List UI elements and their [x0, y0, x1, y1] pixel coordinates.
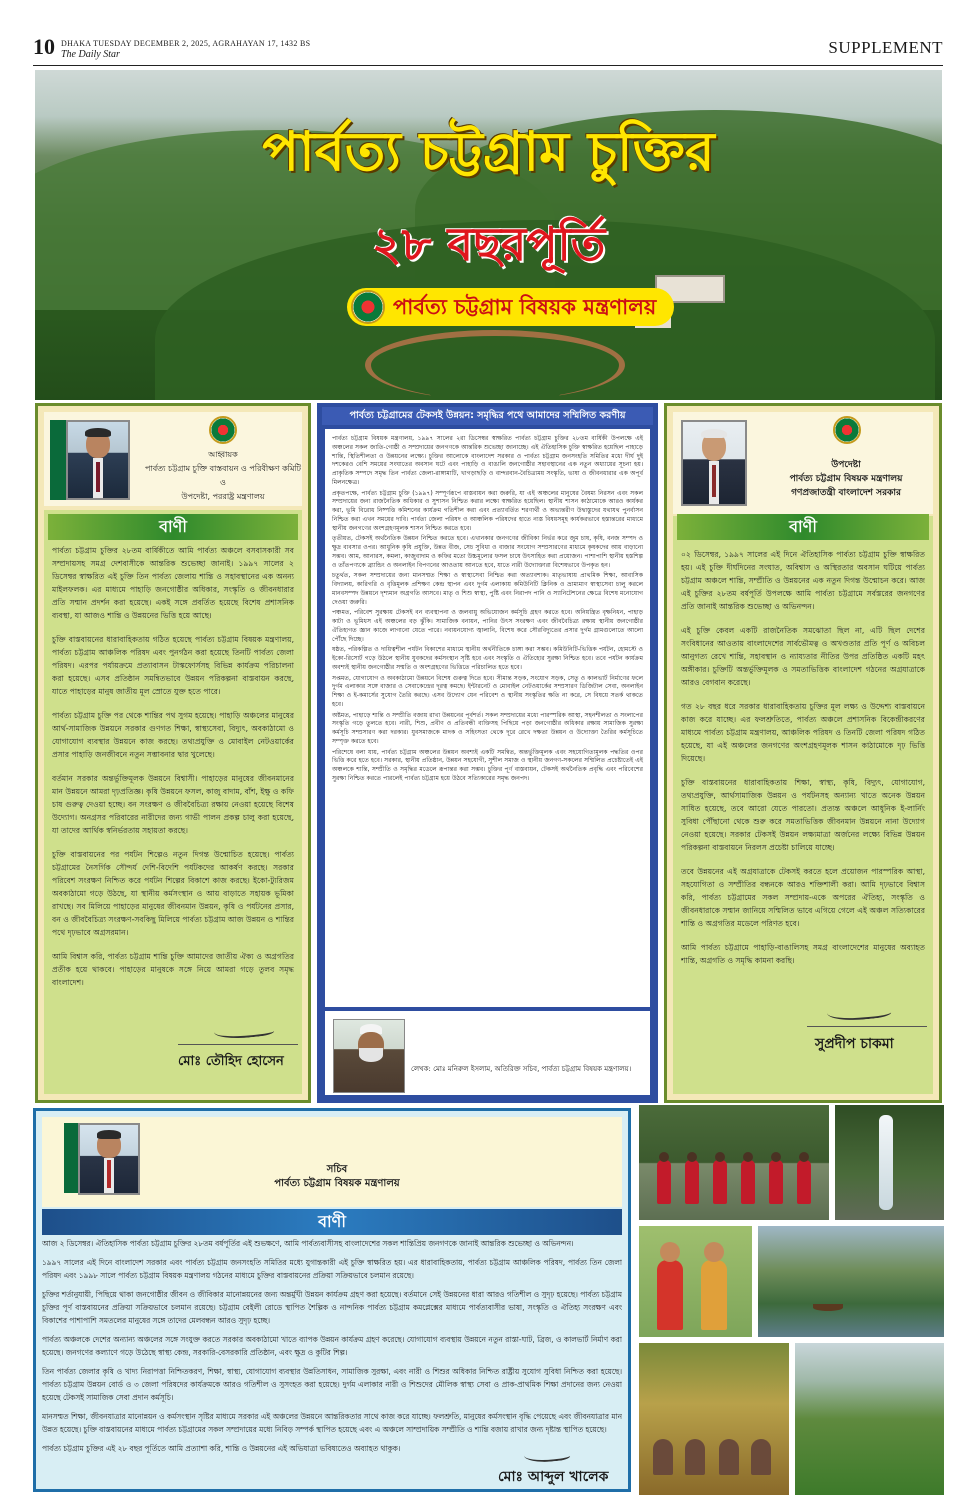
river-boat-photo [758, 1226, 944, 1337]
newspaper-name: The Daily Star [61, 49, 120, 60]
message-paragraph: চুক্তি বাস্তবায়নের ধারাবাহিকতায় শিক্ষা, স্বাস্থ্য, কৃষি, বিদ্যুৎ, যোগাযোগ, তথ্যপ্রযুক্তি, আর্থসামাজিক উন্নয়ন ও পর্যটনসহ অন্যান্য খাতে অনেক উন্নয়ন সাধিত হয়েছে, তবে আরো যেতে পারতো। প্রত্যন্ত অঞ্চলে আধুনিক ই-লার্নিং সুবিধা পৌঁছানো থেকে শুরু করে সমতাভিত্তিক জীবনমান উন্নয়নে নানা উদ্যোগ নেওয়া হয়েছে। সরকার টেকসই উন্নয়ন লক্ষ্যমাত্রা অর্জনের লক্ষ্যে বিভিন্ন উন্নয়ন পরিকল্পনা বাস্তবায়নে নিরলস প্রচেষ্টা চালিয়ে যাচ্ছে। [681, 778, 925, 852]
dateline: DHAKA TUESDAY DECEMBER 2, 2025, AGRAHAYAN 17, 1432 BS [61, 39, 311, 48]
author-box [325, 1011, 650, 1095]
message-text [52, 544, 294, 1016]
message-paragraph: বর্তমান সরকার অন্তর্ভুক্তিমূলক উন্নয়নে বিশ্বাসী। পাহাড়ের মানুষের জীবনমানের মান উন্নয়নে আমরা দৃঢ়প্রতিজ্ঞ। কৃষি উন্নয়নে ফসল, কাজু বাদাম, বাঁশ, ইক্ষু ও কফি চাষ গুরুত্ব দেওয়া হচ্ছে। বন সংরক্ষণ ও জীববৈচিত্র্য রক্ষায় নেওয়া হয়েছে বিশেষ উদ্যোগ। অনগ্রসর পরিবারের নারীদের জন্য গাভী পালন প্রকল্প চালু করা হয়েছে, যা তাদের আর্থিক স্বনির্ভরতায় সহায়তা করছে। [52, 774, 294, 835]
person-head [771, 1152, 781, 1162]
portrait-tie [96, 462, 100, 492]
message-header [44, 412, 302, 506]
green-hills-photo [795, 1343, 944, 1495]
article-paragraph: পরিশেষে বলা যায়, পার্বত্য চট্টগ্রাম অঞ্চলের উন্নয়ন অবশ্যই একটি সমন্বিত, অন্তর্ভুক্তিমূলক এবং সহযোগিতামূলক পদ্ধতির ওপর ভিত্তি করে হতে হবে। সরকার, স্থানীয় প্রতিষ্ঠান, উন্নয়ন সহযোগী, সুশীল সমাজ ও স্থানীয় জনগণ-সকলের সম্মিলিত প্রচেষ্টাতেই এই অঞ্চলকে শান্তি, সম্প্রীতি ও সমৃদ্ধির মডেলে রূপান্তর করা সম্ভব। চুক্তির পূর্ণ বাস্তবায়ন, টেকসই অর্থনৈতিক প্রবৃদ্ধি এবং পরিবেশের সুরক্ষা নিশ্চিত করতে পারলেই পার্বত্য চট্টগ্রাম হয়ে উঠবে সত্যিকারের সমৃদ্ধ জনপদ। [332, 748, 643, 782]
role-line: পার্বত্য চট্টগ্রাম বিষয়ক মন্ত্রণালয় [789, 474, 903, 484]
women-at-stream-photo [639, 1105, 829, 1220]
hero-subtitle: ২৮ বছরপূর্তি [371, 217, 606, 271]
message-paragraph: পার্বত্য চট্টগ্রাম চুক্তির এই ২৮ বছর পূর্তিতে আমি প্রত্যাশা করি, শান্তি ও উন্নয়নের এই অভিযাত্রা ভবিষ্যতেও অব্যাহত থাকুক। [42, 1444, 401, 1453]
section-label: SUPPLEMENT [828, 38, 943, 57]
farm-workers-photo [639, 1343, 789, 1495]
role-line: পার্বত্য চট্টগ্রাম বিষয়ক মন্ত্রণালয় [274, 1178, 400, 1189]
person-figure [713, 1160, 727, 1204]
article-body [325, 429, 650, 1007]
article-paragraph: পার্বত্য চট্টগ্রাম বিষয়ক মন্ত্রণালয়, ১৯৯৭ সালের ২রা ডিসেম্বর স্বাক্ষরিত পার্বত্য চট্টগ্রাম চুক্তির ২৮তম বার্ষিকী উপলক্ষে এই অঞ্চলের সকল জাতি-গোষ্ঠী ও সম্প্রদায়ের জনগণকে আন্তরিক শুভেচ্ছা জানাচ্ছে। এই ঐতিহাসিক চুক্তি স্বাক্ষরিত হয়েছিল পাহাড়ে শান্তি, স্থিতিশীলতা ও উন্নয়নের লক্ষ্যে। চুক্তির আলোকে বাংলাদেশ সরকার ও পার্বত্য চট্টগ্রাম জনসংহতি সমিতির মধ্যে দীর্ঘ দুই দশকেরও বেশি সময়ের সংঘাতের অবসান ঘটে এবং পাহাড়ি ও বাঙালি জনগোষ্ঠীর সহাবস্থানের এক নতুন অধ্যায়ের সূচনা হয়। প্রাকৃতিক সম্পদে সমৃদ্ধ তিন পার্বত্য জেলা-রাঙ্গামাটি, খাগড়াছড়ি ও বান্দরবান-বৈচিত্র্যময় সংস্কৃতি, ভাষা ও জীবনধারার এক অপূর্ব মিলনক্ষেত্র। [332, 435, 643, 486]
message-heading: বাণী [677, 514, 929, 540]
waterfall-photo [835, 1105, 944, 1220]
person-head [715, 1152, 725, 1162]
message-header [42, 1117, 622, 1207]
article-paragraph: পঞ্চমত, পরিবেশ সুরক্ষায় টেকসই বন ব্যবস্থাপনা ও জলবায়ু অভিযোজন কর্মসূচি গ্রহণ করতে হবে। অনিয়ন্ত্রিত বৃক্ষনিধন, পাহাড় কাটা ও ভূমিধস এই অঞ্চলের বড় ঝুঁকি। সামাজিক বনায়ন, পানির উৎস সংরক্ষণ এবং জীববৈচিত্র্য রক্ষায় স্থানীয় জনগোষ্ঠীর ঐতিহ্যগত জ্ঞান কাজে লাগানো যেতে পারে। নবায়নযোগ্য জ্বালানি, বিশেষ করে সৌরবিদ্যুতের প্রসার দুর্গম গ্রামগুলোতে আলো পৌঁছে দিচ্ছে। [332, 609, 643, 643]
adviser-portrait [681, 420, 747, 506]
ministry-banner [347, 288, 674, 326]
message-paragraph: তবে উন্নয়নের এই অগ্রযাত্রাকে টেকসই করতে হলে প্রয়োজন পারস্পরিক আস্থা, সহযোগিতা ও সম্প্রীতির বন্ধনকে আরও শক্তিশালী করা। আমি দৃঢ়ভাবে বিশ্বাস করি, পার্বত্য চট্টগ্রামের সকল সম্প্রদায়-একে অপরের ঐতিহ্য, সংস্কৃতি ও জীবনধারাকে সম্মান জানিয়ে সম্মিলিত ভাবে এগিয়ে গেলে এই অঞ্চল সত্যিকারের শান্তি ও অগ্রগতির মডেলে পরিণত হবে। [681, 867, 925, 928]
hero-banner [35, 70, 942, 400]
government-seal-icon [209, 416, 237, 444]
person-head [659, 1152, 669, 1162]
portrait-hair [97, 1130, 121, 1138]
person-figure [685, 1160, 699, 1204]
message-paragraph: ১৯৯৭ সালের এই দিনে বাংলাদেশ সরকার এবং পার্বত্য চট্টগ্রাম জনসংহতি সমিতির মধ্যে যুগান্তকারী এই চুক্তি স্বাক্ষরিত হয়। এর ধারাবাহিকতায়, পার্বত্য চট্টগ্রাম আঞ্চলিক পরিষদ, পার্বত্য তিন জেলা পরিষদ এবং ১৯৯৮ সালে পার্বত্য চট্টগ্রাম বিষয়ক মন্ত্রণালয় গঠনের মাধ্যমে চুক্তির বাস্তবায়নের প্রক্রিয়া সক্রিয়ভাবে চলমান রয়েছে। [42, 1258, 622, 1280]
convener-portrait [66, 420, 130, 500]
article-paragraph: চতুর্থত, সকল সম্প্রদায়ের জন্য মানসম্মত শিক্ষা ও স্বাস্থ্যসেবা নিশ্চিত করা অত্যাবশ্যক। মাতৃভাষায় প্রাথমিক শিক্ষা, আবাসিক বিদ্যালয়, কারিগরি ও বৃত্তিমূলক প্রশিক্ষণ কেন্দ্র স্থাপন এবং দুর্গম এলাকায় কমিউনিটি ক্লিনিক ও ভ্রাম্যমাণ স্বাস্থ্যসেবা চালু করলে মানবসম্পদ উন্নয়নে দৃশ্যমান অগ্রগতি আসবে। মাতৃ ও শিশু স্বাস্থ্য, পুষ্টি এবং নিরাপদ পানি ও স্যানিটেশনের ক্ষেত্রে বিশেষ মনোযোগ দেওয়া জরুরি। [332, 572, 643, 606]
ministry-name: পার্বত্য চট্টগ্রাম বিষয়ক মন্ত্রণালয় [393, 295, 657, 319]
article-paragraph: ষষ্ঠত, পরিকল্পিত ও দায়িত্বশীল পর্যটন বিকাশের মাধ্যমে স্থানীয় অর্থনীতিকে চাঙ্গা করা সম্ভব। কমিউনিটি-ভিত্তিক পর্যটন, হোমস্টে ও ইকো-রিসোর্ট গড়ে উঠলে স্থানীয় যুবকদের কর্মসংস্থান সৃষ্টি হবে এবং সংস্কৃতি ও ঐতিহ্যের সুরক্ষা নিশ্চিত হবে। তবে পর্যটন কার্যক্রম অবশ্যই স্থানীয় জনগোষ্ঠীর সম্মতি ও অংশগ্রহণের ভিত্তিতে পরিচালিত হতে হবে। [332, 646, 643, 671]
article-title: পার্বত্য চট্টগ্রামের টেকসই উন্নয়ন: সমৃদ্ধির পথে আমাদের সম্মিলিত করণীয় [322, 407, 653, 425]
role-line: ও [220, 478, 226, 487]
message-paragraph: পার্বত্য চট্টগ্রাম চুক্তি পর থেকে শান্তির পথ সুগম হয়েছে। পাহাড়ি অঞ্চলের মানুষের আর্থ-সামাজিক উন্নয়নে সরকার গুণগত শিক্ষা, স্বাস্থ্যসেবা, বিদ্যুৎ, অবকাঠামো ও যোগাযোগ ব্যবস্থার উন্নয়নে কাজ করছে। তথ্যপ্রযুক্তি ও মোবাইল নেটওয়ার্কের প্রসার পাহাড়ি জনজীবনে নতুন সম্ভাবনার দ্বার খুলেছে। [52, 711, 294, 759]
secretary-message [33, 1108, 631, 1492]
role-line: সচিব [326, 1164, 348, 1175]
adviser-signature: সুপ্রদীপ চাকমা [815, 1036, 894, 1052]
portrait-tie [712, 465, 716, 498]
person-head [743, 1152, 753, 1162]
signature-line [807, 1026, 927, 1027]
message-paragraph: আমি পার্বত্য চট্টগ্রামে পাহাড়ি-বাঙালিসহ সমগ্র বাংলাদেশের মানুষের অব্যাহত শান্তি, অগ্রগতি ও সমৃদ্ধি কামনা করছি। [681, 943, 925, 965]
article-paragraph: অষ্টমত, পাহাড়ে শান্তি ও সম্প্রীতি বজায় রাখা উন্নয়নের পূর্বশর্ত। সকল সম্প্রদায়ের মধ্যে পারস্পরিক আস্থা, সহনশীলতা ও সংলাপের সংস্কৃতি গড়ে তুলতে হবে। নারী, শিশু, প্রবীণ ও প্রতিবন্ধী ব্যক্তিসহ পিছিয়ে পড়া জনগোষ্ঠীর অধিকার রক্ষায় সামাজিক সুরক্ষা কর্মসূচি সম্প্রসারণ করা দরকার। যুবসমাজকে মাদক ও সহিংসতা থেকে দূরে রেখে দক্ষতা উন্নয়ন ও উদ্যোক্তা তৈরির কর্মসূচিতে সম্পৃক্ত করতে হবে। [332, 711, 643, 745]
message-text [42, 1237, 622, 1485]
person-head [799, 1152, 809, 1162]
role-line: উপদেষ্টা [831, 460, 861, 470]
worker-figure [751, 1439, 771, 1475]
portrait-hair [85, 428, 110, 437]
worker-figure [653, 1439, 673, 1475]
bangladesh-flag [50, 420, 66, 500]
photo-collage [639, 1105, 944, 1495]
hero-title: পার্বত্য চট্টগ্রাম চুক্তির [262, 120, 715, 183]
page-number: 10 [33, 34, 55, 59]
worker-figure [719, 1439, 739, 1475]
feature-article [317, 403, 658, 1103]
message-paragraph: তিন পার্বত্য জেলার কৃষি ও খাদ্য নিরাপত্তা নিশ্চিতকরণ, শিক্ষা, স্বাস্থ্য, যোগাযোগ ব্যবস্থার উন্নতিসাধন, সামাজিক সুরক্ষা, এবং নারী ও শিশুর অধিকার নিশ্চিত রাষ্ট্রীয় সুযোগ সুবিধা নিশ্চিত করা হয়েছে। পার্বত্য চট্টগ্রাম উন্নয়ন বোর্ড ও ৩ জেলা পরিষদের কার্যক্রমকে আরও গতিশীল ও সুসংহত করা হয়েছে। দুর্গম এলাকার নারী ও শিশুদের মৌলিক স্বাস্থ্য সেবা ও প্রাক-প্রাথমিক শিক্ষা প্রদানের জন্য নেওয়া হয়েছে টেকসই সামাজিক সেবা প্রদান কর্মসূচি। [42, 1367, 622, 1402]
portrait-hair [701, 429, 727, 439]
message-heading: বাণী [42, 1209, 622, 1235]
article-paragraph: তৃতীয়ত, টেকসই অর্থনৈতিক উন্নয়ন নিশ্চিত করতে হবে। এখানকার জনগণের জীবিকা নির্ভর করে জুম চাষ, কৃষি, বনজ সম্পদ ও ক্ষুদ্র ব্যবসার ওপর। আধুনিক কৃষি প্রযুক্তি, উন্নত বীজ, সেচ সুবিধা ও বাজার সংযোগ সম্প্রসারণের মাধ্যমে কৃষকদের আয় বাড়ানো সম্ভব। আম, আনারস, কমলা, কাজুবাদাম ও কফির মতো উচ্চমূল্যের ফসল চাষে উৎসাহিত করা প্রয়োজন। পাশাপাশি স্থানীয় হস্তশিল্প ও তাঁতপণ্যকে ব্র্যান্ডিং ও অনলাইন বিপণনের আওতায় আনতে হবে, যাতে নারী উদ্যোক্তারা বিশেষভাবে উপকৃত হন। [332, 535, 643, 569]
message-paragraph: মানসম্মত শিক্ষা, জীবনযাত্রার মানোন্নয়ন ও কর্মসংস্থান সৃষ্টির মাধ্যমে সরকার এই অঞ্চলের উন্নয়নে আন্তরিকতার সাথে কাজ করে যাচ্ছে। ফলশ্রুতি, মানুষের কর্মসংস্থান বৃদ্ধি পেয়েছে এবং জীবনযাত্রার মান উন্নত হয়েছে। চুক্তি বাস্তবায়নের মাধ্যমে পার্বত্য চট্টগ্রামের সকল সম্প্রদায়ের মধ্যে নিবিড় সম্পর্ক স্থাপিত হয়েছে এবং এ অঞ্চলে সাম্প্রদায়িক সম্প্রীতি ও শান্তি বজায় রাখার জন্য দৃষ্টান্ত স্থাপিত হয়েছে। [42, 1412, 622, 1434]
article-paragraph: প্রকৃতপক্ষে, পার্বত্য চট্টগ্রাম চুক্তি (১৯৯৭) সম্পূর্ণরূপে বাস্তবায়ন করা জরুরি, যা এই অঞ্চলের মানুষের বৈষম্য নিরসন এবং সকল সম্প্রদায়ের জন্য রাজনৈতিক অধিকার ও সুশাসন নিশ্চিত করার লক্ষ্যে স্বাক্ষরিত হয়েছিল। স্থানীয় শাসন কাঠামোকে আরও কার্যকর করা, ভূমি বিরোধ নিষ্পত্তি কমিশনের কার্যক্রম গতিশীল করা এবং প্রত্যাবর্তিত শরণার্থী ও অভ্যন্তরীণ উদ্বাস্তুদের যথাযথ পুনর্বাসন নিশ্চিত করা এখন সময়ের দাবি। পার্বত্য জেলা পরিষদ ও আঞ্চলিক পরিষদের হাতে ন্যস্ত বিষয়সমূহ কার্যকরভাবে হস্তান্তরের মাধ্যমে স্থানীয় জনগণের অংশগ্রহণমূলক শাসন নিশ্চিত করতে হবে। [332, 489, 643, 532]
child-figure [657, 1260, 683, 1330]
role-line: আহ্বায়ক [208, 450, 238, 459]
adviser-message [664, 403, 942, 1103]
secretary-role [192, 1163, 482, 1191]
child-head [704, 1242, 724, 1262]
message-paragraph: আজ ২ ডিসেম্বর। ঐতিহাসিক পার্বত্য চট্টগ্রাম চুক্তির ২৮তম বর্ষপূর্তির এই শুভক্ষণে, আমি পার্বত্যবাসীসহ বাংলাদেশের সকল শান্তিপ্রিয় জনগণকে জানাই আন্তরিক শুভেচ্ছা ও অভিনন্দন। [42, 1239, 574, 1248]
message-paragraph: পার্বত্য অঞ্চলকে দেশের অন্যান্য অঞ্চলের সঙ্গে সংযুক্ত করতে সরকার অবকাঠামো খাতে ব্যাপক উন্নয়ন কার্যক্রম গ্রহণ করেছে। যোগাযোগ ব্যবস্থায় উন্নয়নে নতুন রাস্তা-ঘাট, ব্রিজ, ও কালভার্ট নির্মাণ করা হয়েছে। জনগণের কল্যাণে গড়ে উঠেছে স্বাস্থ্য কেন্দ্র, সরকারি-বেসরকারি প্রতিষ্ঠান, এবং ক্ষুদ্র ও কুটির শিল্প। [42, 1335, 622, 1357]
person-figure [769, 1160, 783, 1204]
person-head [687, 1152, 697, 1162]
person-figure [797, 1160, 811, 1204]
author-photo [333, 1019, 405, 1093]
message-paragraph: পার্বত্য চট্টগ্রাম চুক্তির ২৮তম বার্ষিকীতে আমি পার্বত্য অঞ্চলে বসবাসকারী সব সম্প্রদায়সহ সমগ্র দেশবাসীকে আন্তরিক শুভেচ্ছা জানাই। ১৯৯৭ সালের ২ ডিসেম্বর স্বাক্ষরিত এই চুক্তি তিন পার্বত্য জেলায় শান্তি ও সহাবস্থানের এক অনন্য মাইলফলক। এর মাধ্যমে পাহাড়ি জনগোষ্ঠীর অধিকার, সংস্কৃতি ও জীবনধারার প্রতি সম্মান প্রদর্শন করা হয়েছে। একই সঙ্গে প্রবর্তিত হয়েছে বিশেষ প্রশাসনিক ব্যবস্থা, যা আজও শান্তি ও উন্নয়নের ভিত্তি হয়ে আছে। [52, 546, 294, 620]
role-line: পার্বত্য চট্টগ্রাম চুক্তি বাস্তবায়ন ও পরিবীক্ষণ কমিটি [144, 464, 302, 473]
message-paragraph: ০২ ডিসেম্বর, ১৯৯৭ সালের এই দিনে ঐতিহাসিক পার্বত্য চট্টগ্রাম চুক্তি স্বাক্ষরিত হয়। এই চুক্তি দীর্ঘদিনের সংঘাত, অবিশ্বাস ও অস্থিরতার অবসান ঘটিয়ে পার্বত্য চট্টগ্রাম অঞ্চলে শান্তি, সম্প্রীতি ও উন্নয়নের এক নতুন দিগন্ত উন্মোচন করে। আজ এই চুক্তির ২৮তম বর্ষপূর্তি উপলক্ষে আমি পার্বত্য চট্টগ্রামে সর্বস্তরের জনগণের প্রতি জানাই আন্তরিক শুভেচ্ছা ও অভিনন্দন। [681, 550, 925, 611]
message-paragraph: গত ২৮ বছর ধরে সরকার ধারাবাহিকতায় চুক্তির মূল লক্ষ্য ও উদ্দেশ্য বাস্তবায়নে কাজ করে যাচ্ছে। এর ফলশ্রুতিতে, পার্বত্য অঞ্চলে প্রশাসনিক বিকেন্দ্রীকরণের মাধ্যমে পার্বত্য চট্টগ্রাম মন্ত্রণালয়, আঞ্চলিক পরিষদ ও তিনটি জেলা পরিষদ গঠিত হয়েছে, যা এই অঞ্চলের জনগণের অংশগ্রহণমূলক শাসন কাঠামোকে দৃঢ় ভিত্তি দিয়েছে। [681, 702, 925, 763]
message-paragraph: চুক্তির শর্তানুযায়ী, পিছিয়ে থাকা জনগোষ্ঠীর জীবন ও জীবিকার মানোন্নয়নের জন্য অন্তর্মুখী উন্নয়ন কার্যক্রম গ্রহণ করা হয়েছে। বর্তমানে সেই উন্নয়নের ধারা আরও গতিশীল ও সুদৃঢ় হয়েছে। পার্বত্য চট্টগ্রাম চুক্তির পূর্ণ বাস্তবায়নের প্রক্রিয়া সক্রিয়ভাবে চলমান রয়েছে। চট্টগ্রাম বেইলী রোডে স্থাপিত শৈল্পিক ও নান্দনিক পার্বত্য চট্টগ্রাম কমপ্লেক্সের মাধ্যমে পার্বত্যবাসীর ভাষা, সংস্কৃতি ও ঐতিহ্য সংরক্ষণ এবং বিকাশের পাশাপাশি সমতলের মানুষের সঙ্গে তাদের মেলবন্ধন আরও সুদৃঢ় হচ্ছে। [42, 1290, 622, 1325]
message-header [673, 412, 933, 514]
child-figure [701, 1260, 727, 1330]
convener-role [132, 448, 314, 504]
message-paragraph: চুক্তি বাস্তবায়নের ধারাবাহিকতায় গঠিত হয়েছে পার্বত্য চট্টগ্রাম বিষয়ক মন্ত্রণালয়, পার্বত্য চট্টগ্রাম আঞ্চলিক পরিষদ এবং পুনর্গঠন করা হয়েছে তিনটি পার্বত্য জেলা পরিষদ। এরপর পর্যায়ক্রমে প্রত্যাবাসন টাস্কফোর্সসহ বিভিন্ন কার্যক্রম পরিচালনা করা হয়েছে। এসব প্রতিষ্ঠান সমন্বিতভাবে উন্নয়ন পরিকল্পনা বাস্তবায়ন করছে, যাতে পাহাড়ের মানুষ জাতীয় মূল স্রোতে যুক্ত হতে পারে। [52, 635, 294, 696]
convener-signature: মোঃ তৌহিদ হোসেন [178, 1054, 284, 1069]
masthead [33, 36, 943, 66]
role-line: গণপ্রজাতন্ত্রী বাংলাদেশ সরকার [791, 488, 901, 498]
article-paragraph: সপ্তমত, যোগাযোগ ও অবকাঠামো উন্নয়নে বিশেষ গুরুত্ব দিতে হবে। সীমান্ত সড়ক, সংযোগ সড়ক, সেতু ও কালভার্ট নির্মাণের ফলে দুর্গম এলাকার সঙ্গে বাজার ও সেবাকেন্দ্রের দূরত্ব কমছে। ইন্টারনেট ও মোবাইল নেটওয়ার্কের সম্প্রসারণ ডিজিটাল সেবা, অনলাইন শিক্ষা ও ই-কমার্সের সুযোগ তৈরি করছে। এসব উদ্যোগ যেন পরিবেশ ও স্থানীয় সংস্কৃতির ক্ষতি না করে, সে বিষয়ে সতর্ক থাকতে হবে। [332, 674, 643, 708]
person-figure [741, 1160, 755, 1204]
bangladesh-flag [64, 1123, 78, 1193]
convener-message [35, 403, 311, 1103]
signature-line [178, 1044, 298, 1045]
waterfall-stream [879, 1115, 893, 1210]
government-seal-icon [833, 416, 861, 444]
author-credit: লেখক: মোঃ মনিরুল ইসলাম, অতিরিক্ত সচিব, পার্বত্য চট্টগ্রাম বিষয়ক মন্ত্রণালয়। [411, 1065, 632, 1073]
boat-shape [813, 1304, 843, 1311]
message-heading: বাণী [48, 514, 298, 540]
message-paragraph: চুক্তি বাস্তবায়নের পর পর্যটন শিল্পেও নতুন দিগন্ত উন্মোচিত হয়েছে। পার্বত্য চট্টগ্রামের নৈসর্গিক সৌন্দর্য দেশি-বিদেশি পর্যটকদের আকর্ষণ করছে। সরকার পরিবেশ সংরক্ষণ নিশ্চিত করে পর্যটন শিল্পের বিকাশে কাজ করছে। ইকো-ট্যুরিজম অবকাঠামো গড়ে উঠছে, যা স্থানীয় কর্মসংস্থান ও আয় বাড়াতে সহায়ক ভূমিকা রাখছে। সব মিলিয়ে পাহাড়ের মানুষের জীবনমান উন্নয়ন, কৃষি ও পর্যটনের প্রসার, বন ও জীববৈচিত্র্য সংরক্ষণ-সবকিছু মিলিয়ে পার্বত্য চট্টগ্রাম আজ উন্নয়ন ও শান্তির পথে দৃঢ়ভাবে অগ্রসরমান। [52, 850, 294, 937]
author-beard [359, 1048, 383, 1062]
adviser-role [753, 458, 939, 500]
secretary-portrait [78, 1123, 140, 1195]
message-paragraph: আমি বিশ্বাস করি, পার্বত্য চট্টগ্রাম শান্তি চুক্তি আমাদের জাতীয় ঐক্য ও অগ্রগতির প্রতীক হয়ে থাকবে। পাহাড়ের মানুষকে সঙ্গে নিয়ে আমরা গড়ে তুলব সমৃদ্ধ বাংলাদেশ। [52, 952, 294, 987]
person-figure [657, 1160, 671, 1204]
message-paragraph: এই চুক্তি কেবল একটি রাজনৈতিক সমঝোতা ছিল না, এটি ছিল দেশের সংবিধানের আওতায় বাংলাদেশের সার্বভৌমত্ব ও অখণ্ডতার প্রতি পূর্ণ ও অবিচল আনুগত্য রেখে শান্তি, সহাবস্থান ও ন্যায্যতার নীতির উপর প্রতিষ্ঠিত একটি মহৎ অঙ্গীকার। চুক্তিটি অন্তর্ভুক্তিমূলক ও সমতাভিত্তিক বাংলাদেশ গঠনের অগ্রযাত্রাকে আরও বেগবান করেছে। [681, 626, 925, 687]
government-seal-icon [351, 290, 385, 324]
portrait-tie [107, 1160, 110, 1187]
message-text [681, 548, 925, 988]
secretary-signature: মোঃ আব্দুল খালেক [498, 1469, 609, 1485]
worker-figure [685, 1439, 705, 1475]
winding-road [365, 330, 625, 400]
role-line: উপদেষ্টা, পররাষ্ট্র মন্ত্রণালয় [181, 492, 265, 501]
children-photo [639, 1226, 752, 1337]
child-head [660, 1242, 680, 1262]
